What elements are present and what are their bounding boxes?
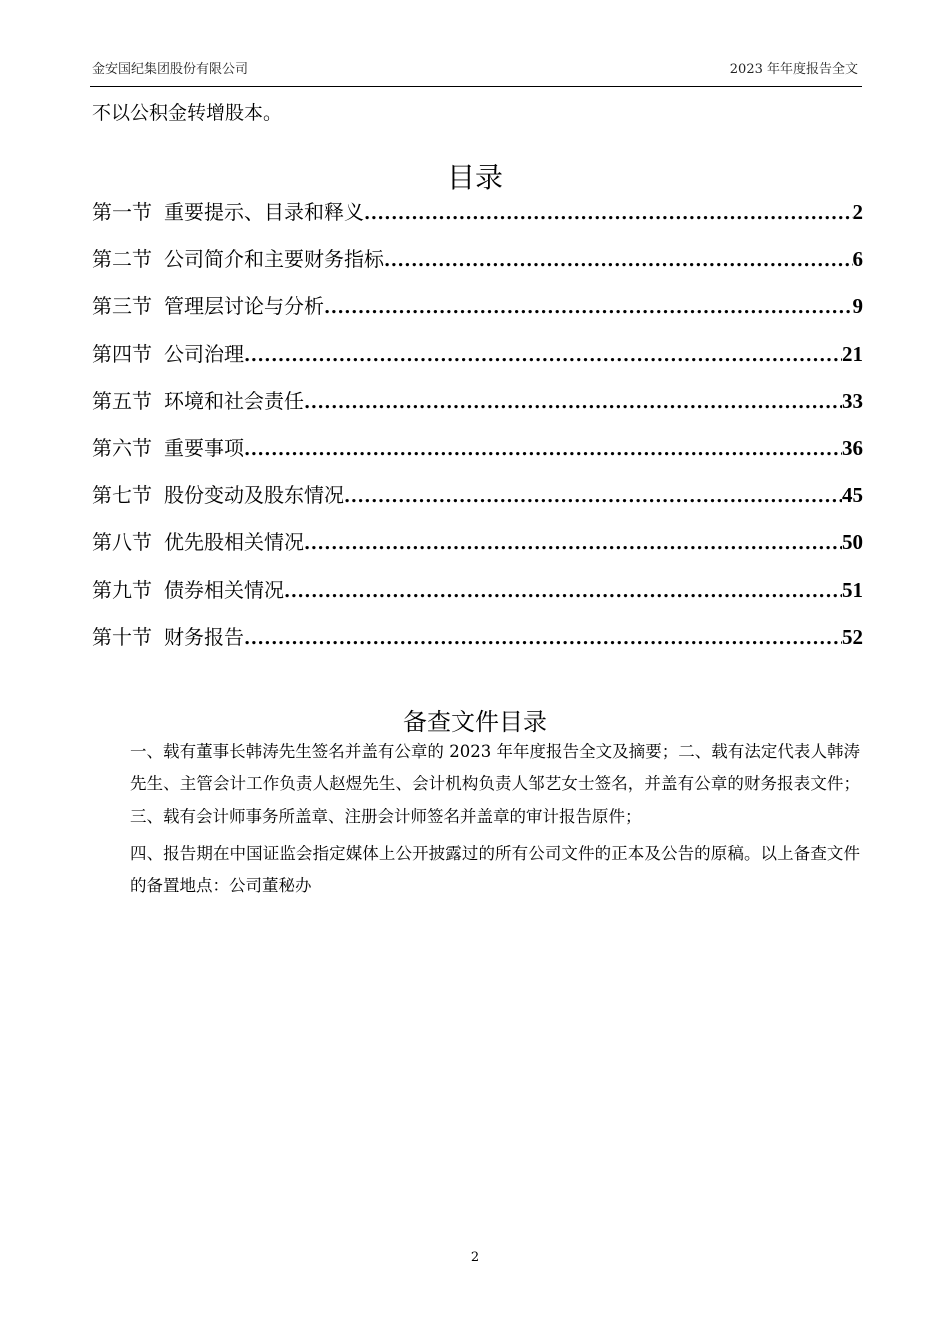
toc-section-name: 股份变动及股东情况 — [164, 483, 344, 508]
toc-page-number: 36 — [842, 435, 863, 460]
toc-entry[interactable] — [92, 243, 863, 290]
toc-page-number: 33 — [842, 388, 863, 413]
toc-section-number: 第九节 — [92, 577, 152, 602]
toc-section-number: 第十节 — [92, 624, 152, 649]
toc-leader-dots — [304, 392, 842, 413]
toc-entry[interactable] — [92, 385, 863, 432]
toc-section-number: 第三节 — [92, 294, 152, 319]
toc-section-name: 公司简介和主要财务指标 — [164, 247, 384, 272]
toc-page-number: 2 — [852, 200, 863, 224]
toc-section-number: 第二节 — [92, 247, 152, 272]
toc-entry[interactable] — [92, 290, 863, 337]
toc-leader-dots — [304, 533, 842, 554]
toc-section-number: 第五节 — [92, 388, 152, 413]
toc-page-number: 6 — [852, 247, 863, 272]
toc-leader-dots — [364, 203, 853, 224]
toc-section-number: 第一节 — [92, 200, 152, 224]
toc-section-number: 第四节 — [92, 341, 152, 366]
header-report-title: 2023 年年度报告全文 — [729, 62, 858, 77]
toc-leader-dots — [284, 581, 842, 602]
toc-section-name: 重要提示、目录和释义 — [164, 200, 364, 224]
reference-files-title: 备查文件目录 — [403, 708, 547, 736]
toc-page-number: 51 — [842, 577, 863, 602]
toc-page-number: 9 — [852, 294, 863, 319]
toc-title: 目录 — [446, 161, 503, 194]
toc-section-number: 第八节 — [92, 530, 152, 555]
toc-leader-dots — [244, 439, 842, 460]
toc-section-name: 公司治理 — [164, 341, 244, 366]
toc-section-name: 债券相关情况 — [164, 577, 284, 602]
header-divider — [90, 86, 862, 87]
toc-leader-dots — [244, 345, 842, 366]
toc-entry[interactable] — [92, 196, 863, 243]
toc-leader-dots — [344, 486, 842, 507]
table-of-contents — [92, 196, 863, 668]
toc-page-number: 45 — [842, 483, 863, 508]
toc-section-name: 优先股相关情况 — [164, 530, 304, 555]
toc-page-number: 21 — [842, 341, 863, 366]
toc-leader-dots — [244, 628, 842, 649]
intro-text: 不以公积金转增股本。 — [92, 102, 283, 124]
toc-section-number: 第六节 — [92, 435, 152, 460]
reference-files-paragraph: 四、报告期在中国证监会指定媒体上公开披露过的所有公司文件的正本及公告的原稿。以上备查文件的备置地点：公司董秘办 — [130, 843, 860, 896]
toc-entry[interactable] — [92, 338, 863, 385]
toc-section-name: 重要事项 — [164, 435, 244, 460]
reference-files-paragraph: 一、载有董事长韩涛先生签名并盖有公章的 2023 年年度报告全文及摘要；二、载有法定代表人韩涛先生、主管会计工作负责人赵煜先生、会计机构负责人邹艺女士签名，并盖有公章的财务报表文件；三、载有会计师事务所盖章、注册会计师签名并盖章的审计报告原件； — [130, 742, 860, 826]
toc-section-number: 第七节 — [92, 483, 152, 508]
toc-page-number: 52 — [842, 624, 863, 649]
toc-section-name: 环境和社会责任 — [164, 388, 304, 413]
toc-entry[interactable] — [92, 621, 863, 668]
reference-files-body — [130, 736, 860, 902]
toc-page-number: 50 — [842, 530, 863, 555]
page-number: 2 — [470, 1250, 480, 1265]
header-company-name: 金安国纪集团股份有限公司 — [92, 62, 249, 77]
toc-leader-dots — [384, 250, 853, 271]
toc-section-name: 管理层讨论与分析 — [164, 294, 324, 319]
toc-section-name: 财务报告 — [164, 624, 244, 649]
toc-entry[interactable] — [92, 479, 863, 526]
toc-entry[interactable] — [92, 574, 863, 621]
toc-leader-dots — [324, 297, 853, 318]
toc-entry[interactable] — [92, 432, 863, 479]
toc-entry[interactable] — [92, 526, 863, 573]
